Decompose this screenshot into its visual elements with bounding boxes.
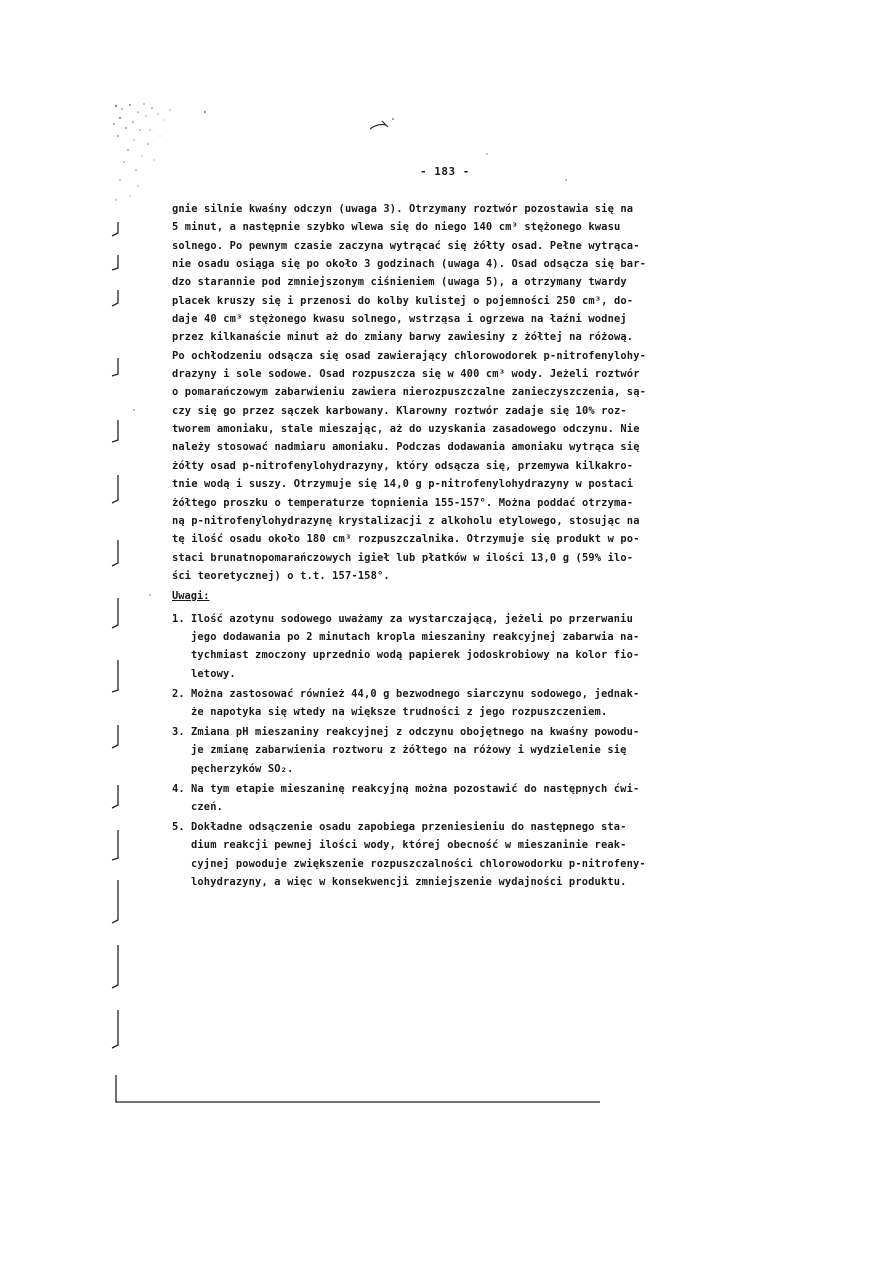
note-item-3 <box>172 723 702 778</box>
note-line: Zmiana pH mieszaniny reakcyjnej z odczynu obojętnego na kwaśny powodu- <box>191 726 640 739</box>
paragraph-line: ną p-nitrofenylohydrazynę krystalizacji z alkoholu etylowego, stosując na <box>172 514 640 527</box>
note-line: Dokładne odsączenie osadu zapobiega przeniesieniu do następnego sta- <box>191 821 627 834</box>
paragraph-line: przez kilkanaście minut aż do zmiany barwy zawiesiny z żółtej na różową. <box>172 331 634 344</box>
note-line: Na tym etapie mieszaninę reakcyjną można pozostawić do następnych ćwi- <box>191 782 640 795</box>
note-line: jego dodawania po 2 minutach kropla mieszaniny reakcyjnej zabarwia na- <box>191 631 640 644</box>
paragraph-line: czy się go przez sączek karbowany. Klarowny roztwór zadaje się 10% roz- <box>172 404 627 417</box>
note-item-5 <box>172 818 702 891</box>
notes-heading: Uwagi: <box>172 590 210 602</box>
paragraph-line: placek kruszy się i przenosi do kolby kulistej o pojemności 250 cm³, do- <box>172 294 634 307</box>
note-item-4 <box>172 780 702 816</box>
page-number: - 183 - <box>420 165 470 178</box>
procedure-paragraph <box>172 200 702 585</box>
note-line: lohydrazyny, a więc w konsekwencji zmniejszenie wydajności produktu. <box>191 875 627 888</box>
note-number: 1. <box>172 613 185 625</box>
note-number: 2. <box>172 687 185 700</box>
paragraph-line: nie osadu osiąga się po około 3 godzinach (uwaga 4). Osad odsącza się bar- <box>172 258 647 271</box>
note-line: letowy. <box>191 667 236 680</box>
note-line: czeń. <box>191 801 224 814</box>
paragraph-line: żółty osad p-nitrofenylohydrazyny, który odsącza się, przemywa kilkakro- <box>172 459 634 472</box>
note-line: że napotyka się wtedy na większe trudności z jego rozpuszczeniem. <box>191 706 608 719</box>
paragraph-line: tnie wodą i suszy. Otrzymuje się 14,0 g p-nitrofenylohydrazyny w postaci <box>172 478 634 491</box>
note-number: 5. <box>172 821 185 834</box>
note-line: dium reakcji pewnej ilości wody, której obecność w mieszaninie reak- <box>191 839 627 852</box>
paragraph-line: żółtego proszku o temperaturze topnienia 155-157°. Można poddać otrzyma- <box>172 496 634 509</box>
paragraph-line: o pomarańczowym zabarwieniu zawiera nierozpuszczalne zanieczyszczenia, są- <box>172 386 647 399</box>
paragraph-line: ści teoretycznej) o t.t. 157-158°. <box>172 569 390 582</box>
paragraph-line: tę ilość osadu około 180 cm³ rozpuszczalnika. Otrzymuje się produkt w po- <box>172 533 640 546</box>
paragraph-line: staci brunatnopomarańczowych igieł lub płatków w ilości 13,0 g (59% ilo- <box>172 551 634 564</box>
paragraph-line: 5 minut, a następnie szybko wlewa się do niego 140 cm³ stężonego kwasu <box>172 221 621 234</box>
note-number: 3. <box>172 726 185 739</box>
paragraph-line: gnie silnie kwaśny odczyn (uwaga 3). Otrzymany roztwór pozostawia się na <box>172 203 634 215</box>
paragraph-line: daje 40 cm³ stężonego kwasu solnego, wstrząsa i ogrzewa na łaźni wodnej <box>172 313 627 326</box>
paragraph-line: tworem amoniaku, stale mieszając, aż do uzyskania zasadowego odczynu. Nie <box>172 423 640 436</box>
paragraph-line: dzo starannie pod zmniejszonym ciśnieniem (uwaga 5), a otrzymany twardy <box>172 276 627 289</box>
note-line: pęcherzyków SO₂. <box>191 762 294 775</box>
note-item-1 <box>172 610 702 683</box>
paragraph-line: należy stosować nadmiaru amoniaku. Podczas dodawania amoniaku wytrąca się <box>172 441 640 454</box>
note-line: cyjnej powoduje zwiększenie rozpuszczalności chlorowodorku p-nitrofeny- <box>191 857 646 870</box>
notes-list <box>172 610 702 893</box>
note-line: Można zastosować również 44,0 g bezwodnego siarczynu sodowego, jednak- <box>191 687 640 700</box>
note-number: 4. <box>172 782 185 795</box>
note-line: Ilość azotynu sodowego uważamy za wystarczającą, jeżeli po przerwaniu <box>191 613 633 625</box>
paragraph-line: Po ochłodzeniu odsącza się osad zawierający chlorowodorek p-nitrofenylohy- <box>172 349 647 362</box>
paragraph-line: drazyny i sole sodowe. Osad rozpuszcza się w 400 cm³ wody. Jeżeli roztwór <box>172 368 640 381</box>
note-line: je zmianę zabarwienia roztworu z żółtego na różowy i wydzielenie się <box>191 744 627 757</box>
paragraph-line: solnego. Po pewnym czasie zaczyna wytrącać się żółty osad. Pełne wytrąca- <box>172 239 640 252</box>
note-item-2 <box>172 685 702 721</box>
note-line: tychmiast zmoczony uprzednio wodą papierek jodoskrobiowy na kolor fio- <box>191 649 640 662</box>
